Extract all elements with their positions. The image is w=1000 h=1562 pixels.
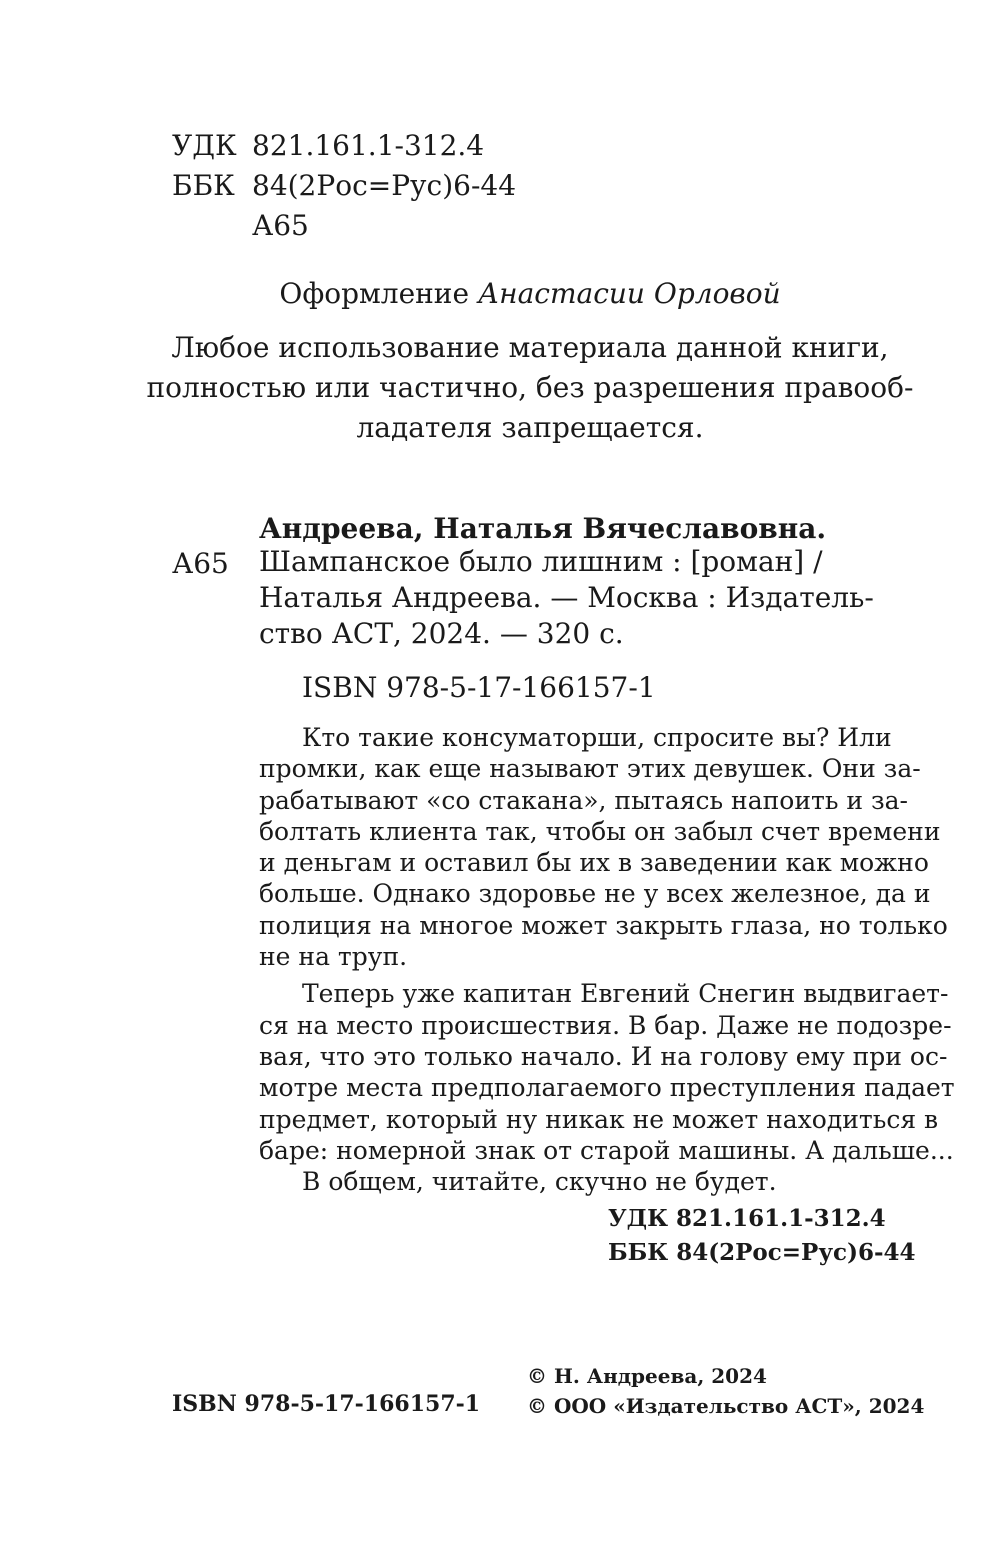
record-mark: А65 <box>172 547 229 580</box>
annotation-line: мотре места предполагаемого преступления падает <box>259 1073 955 1103</box>
annotation-line: предмет, который ну никак не может находиться в <box>259 1104 939 1134</box>
annotation-line: рабатывают «со стакана», пытаясь напоить и за- <box>259 785 908 815</box>
annotation-line: Теперь уже капитан Евгений Снегин выдвигает- <box>302 979 949 1009</box>
annotation-line: ся на место происшествия. В бар. Даже не подозре- <box>259 1010 952 1040</box>
bottom-bbk: ББК 84(2Рос=Рус)6-44 <box>608 1239 916 1266</box>
copyright-notice <box>100 328 960 448</box>
copyright-author: © Н. Андреева, 2024 <box>527 1364 767 1388</box>
annotation-line: Кто такие консуматорши, спросите вы? Или <box>302 723 892 752</box>
record-line: ство АСТ, 2024. — 320 с. <box>259 617 624 650</box>
annotation-line: не на труп. <box>259 942 408 972</box>
bottom-udk: УДК 821.161.1-312.4 <box>608 1205 886 1232</box>
annotation-line: промки, как еще называют этих девушек. Они за- <box>259 754 921 784</box>
design-credit-name: Анастасии Орловой <box>477 277 781 310</box>
notice-line: полностью или частично, без разрешения правооб- <box>146 371 914 404</box>
annotation-line: полиция на многое может закрыть глаза, но только <box>259 910 948 940</box>
design-credit <box>100 274 960 314</box>
udk-label: УДК <box>172 129 237 162</box>
design-credit-prefix: Оформление <box>279 277 470 310</box>
footer-copyrights <box>527 1361 924 1421</box>
record-heading: Андреева, Наталья Вячеславовна. <box>259 512 827 545</box>
record-line: Шампанское было лишним : [роман] / <box>259 545 823 578</box>
annotation-line: вая, что это только начало. И на голову ему при ос- <box>259 1041 948 1071</box>
annotation-line: В общем, читайте, скучно не будет. <box>302 1167 777 1197</box>
annotation-paragraph <box>259 1166 955 1197</box>
notice-line: ладателя запрещается. <box>356 411 704 444</box>
author-mark: А65 <box>252 209 309 242</box>
annotation <box>259 722 955 1197</box>
annotation-line: и деньгам и оставил бы их в заведении как можно <box>259 848 929 878</box>
annotation-line: баре: номерной знак от старой машины. А дальше... <box>259 1135 954 1165</box>
notice-line: Любое использование материала данной книги, <box>171 331 889 364</box>
annotation-line: больше. Однако здоровье не у всех железное, да и <box>259 879 931 909</box>
footer-isbn: ISBN 978-5-17-166157-1 <box>172 1391 481 1417</box>
record-description <box>259 544 874 652</box>
copyright-publisher: © ООО «Издательство АСТ», 2024 <box>527 1394 925 1418</box>
record-line: Наталья Андреева. — Москва : Издатель- <box>259 581 874 614</box>
annotation-paragraph <box>259 978 955 1166</box>
udk-value: 821.161.1-312.4 <box>252 129 485 162</box>
bottom-codes <box>608 1202 916 1270</box>
bbk-label: ББК <box>172 169 235 202</box>
bbk-value: 84(2Рос=Рус)6-44 <box>252 169 517 202</box>
annotation-paragraph <box>259 722 955 972</box>
record-isbn: ISBN 978-5-17-166157-1 <box>302 671 656 704</box>
annotation-line: болтать клиента так, чтобы он забыл счет времени <box>259 816 941 846</box>
